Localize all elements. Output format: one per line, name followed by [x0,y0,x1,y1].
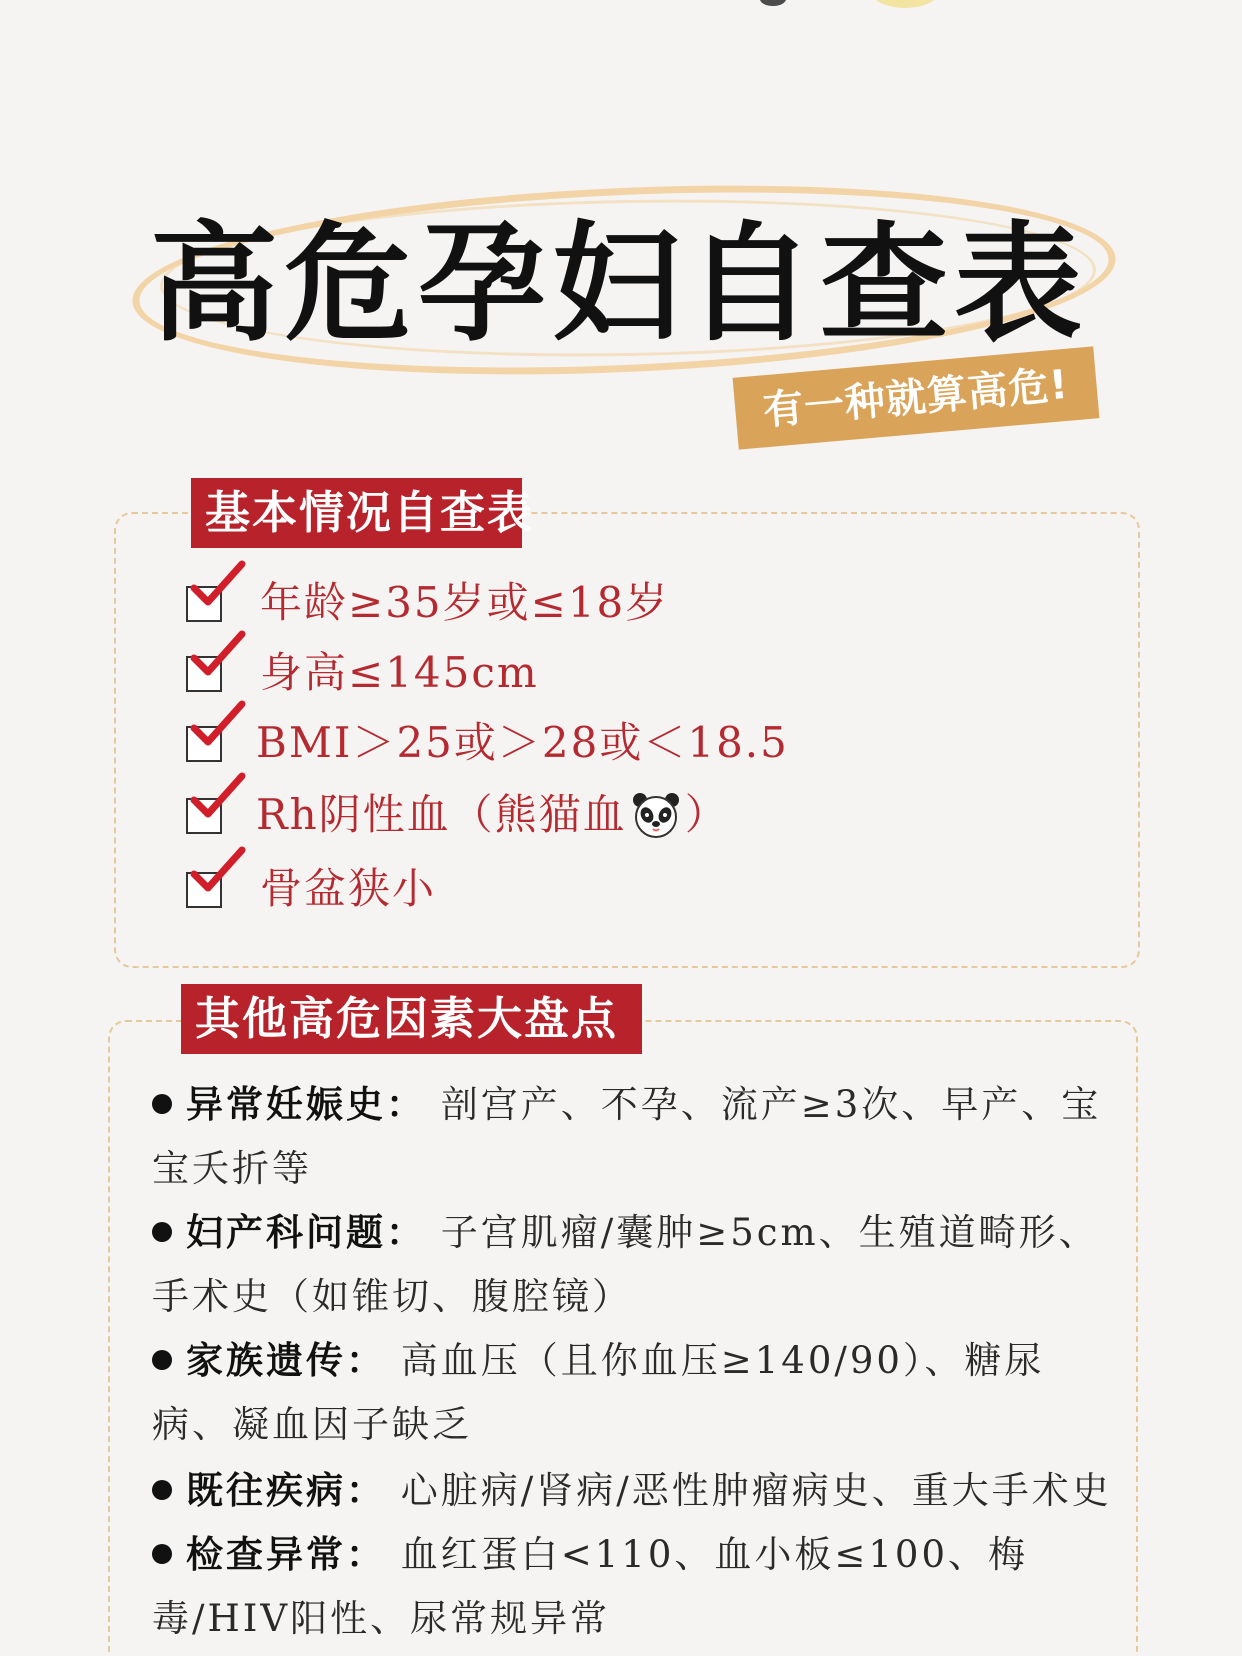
risk-factor-text: 剖宫产、不孕、流产≥3次、早产、宝宝夭折等 [152,1083,1102,1190]
checklist-item[interactable] [186,708,1086,778]
checklist-item[interactable] [186,780,1086,850]
bullet-icon [152,1480,172,1500]
risk-factor-label: 异常妊娠史： [186,1082,426,1126]
top-edge-decoration [870,0,940,8]
risk-factor-item [152,1522,1112,1651]
checklist-item-text: BMI＞25或＞28或＜18.5 [256,718,789,767]
checklist-item-text: 身高≤145cm [260,648,539,697]
checkmark-icon [188,554,248,614]
risk-factor-item [152,1328,1112,1457]
subtitle-tag: 有一种就算高危! [733,346,1100,449]
checkmark-icon [188,694,248,754]
bullet-icon [152,1222,172,1242]
other-section-label: 其他高危因素大盘点 [181,984,642,1054]
page-title: 高危孕妇自查表 [150,210,1089,359]
bullet-icon [152,1350,172,1370]
risk-factor-label: 既往疾病： [186,1468,386,1512]
risk-factor-item [152,1458,1112,1523]
risk-factor-text: 血红蛋白<110、血小板≤100、梅毒/HIV阳性、尿常规异常 [152,1533,1029,1640]
checklist-item[interactable] [186,568,1086,638]
basic-section-label: 基本情况自查表 [191,478,522,548]
risk-factor-label: 检查异常： [186,1532,386,1576]
bullet-icon [152,1094,172,1114]
checklist-item-text: 年龄≥35岁或≤18岁 [260,578,670,627]
top-edge-decoration [760,0,786,6]
checklist-item-text-part: Rh阴性血（熊猫血 [256,790,627,839]
risk-factor-text: 高血压（且你血压≥140/90）、糖尿病、凝血因子缺乏 [152,1339,1045,1446]
risk-factor-label: 家族遗传： [186,1338,386,1382]
checklist-item-text-part: ） [684,790,729,839]
risk-factor-text: 心脏病/肾病/恶性肿瘤病史、重大手术史 [386,1469,1112,1512]
bullet-icon [152,1544,172,1564]
checkmark-icon [188,840,248,900]
checklist-item[interactable] [186,854,1086,924]
checklist-item-text [256,780,729,850]
risk-factor-label: 妇产科问题： [186,1210,426,1254]
checklist-item-text: 骨盆狭小 [260,864,437,913]
checkmark-icon [188,766,248,826]
risk-factor-text: 子宫肌瘤/囊肿≥5cm、生殖道畸形、手术史（如锥切、腹腔镜） [152,1211,1099,1318]
checklist-item[interactable] [186,638,1086,708]
panda-face-icon [631,790,681,840]
checkmark-icon [188,624,248,684]
risk-factor-item [152,1200,1112,1329]
risk-factor-item [152,1072,1112,1201]
